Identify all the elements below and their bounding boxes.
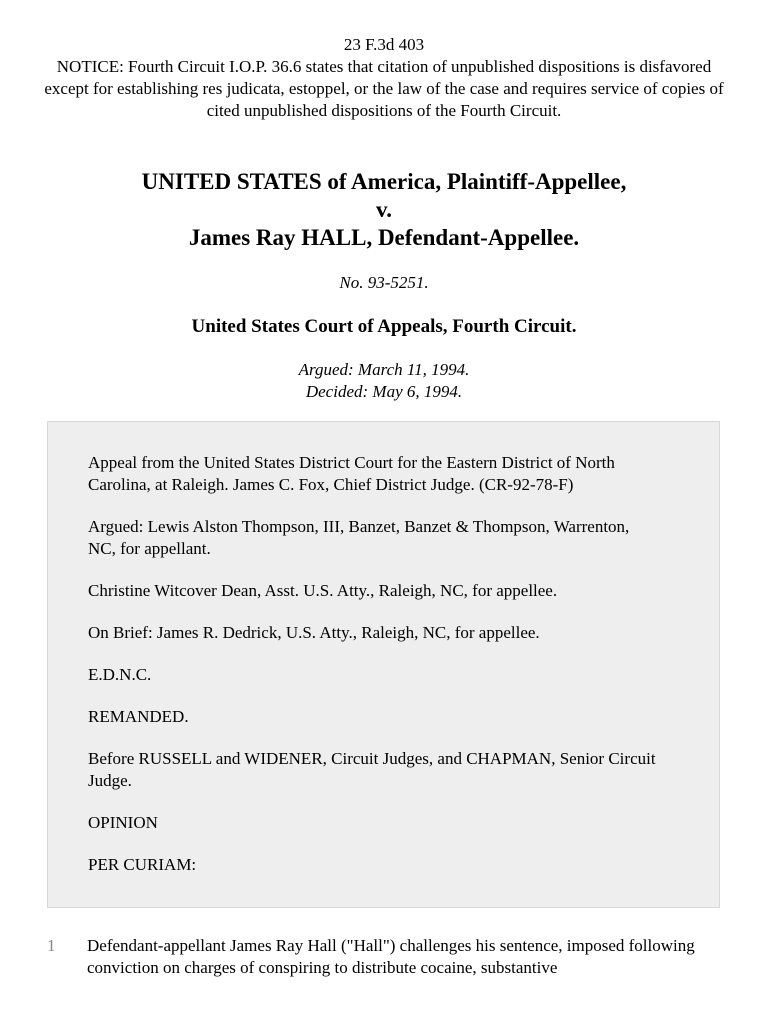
plaintiff-line: UNITED STATES of America, Plaintiff-Appellee, <box>141 169 627 194</box>
per-curiam-label: PER CURIAM: <box>88 855 197 874</box>
argued-counsel: Argued: Lewis Alston Thompson, III, Banzet, Banzet & Thompson, Warrenton, NC, for appellant. <box>88 517 630 558</box>
paragraph-number: 1 <box>47 936 56 955</box>
appeal-from: Appeal from the United States District Court for the Eastern District of North Carolina, at Raleigh. James C. Fox, Chief District Judge. (CR-92-78-F) <box>88 453 615 494</box>
docket-number: No. 93-5251. <box>339 273 429 292</box>
argued-date: Argued: March 11, 1994. <box>298 360 470 379</box>
case-dates <box>40 359 728 403</box>
appellee-counsel: Christine Witcover Dean, Asst. U.S. Atty., Raleigh, NC, for appellee. <box>88 581 558 600</box>
disposition: REMANDED. <box>88 707 189 726</box>
on-brief-counsel: On Brief: James R. Dedrick, U.S. Atty., Raleigh, NC, for appellee. <box>88 623 540 642</box>
document-header <box>40 34 728 122</box>
versus-line: v. <box>376 197 392 222</box>
district-abbrev: E.D.N.C. <box>88 665 152 684</box>
decided-date: Decided: May 6, 1994. <box>305 382 463 401</box>
case-caption <box>40 168 728 252</box>
panel-judges: Before RUSSELL and WIDENER, Circuit Judges, and CHAPMAN, Senior Circuit Judge. <box>88 749 656 790</box>
case-summary-box <box>47 421 720 908</box>
court-name: United States Court of Appeals, Fourth Circuit. <box>191 316 577 337</box>
opinion-label: OPINION <box>88 813 158 832</box>
citation: 23 F.3d 403 <box>343 35 425 54</box>
paragraph-text: Defendant-appellant James Ray Hall ("Hall") challenges his sentence, imposed following conviction on charges of conspiring to distribute cocaine, substantive <box>87 936 695 977</box>
defendant-line: James Ray HALL, Defendant-Appellee. <box>188 225 580 250</box>
unpublished-notice: NOTICE: Fourth Circuit I.O.P. 36.6 states that citation of unpublished dispositions is disfavored except for establishing res judicata, estoppel, or the law of the case and requires service of copies of cited unpublished dispositions of the Fourth Circuit. <box>44 57 724 120</box>
